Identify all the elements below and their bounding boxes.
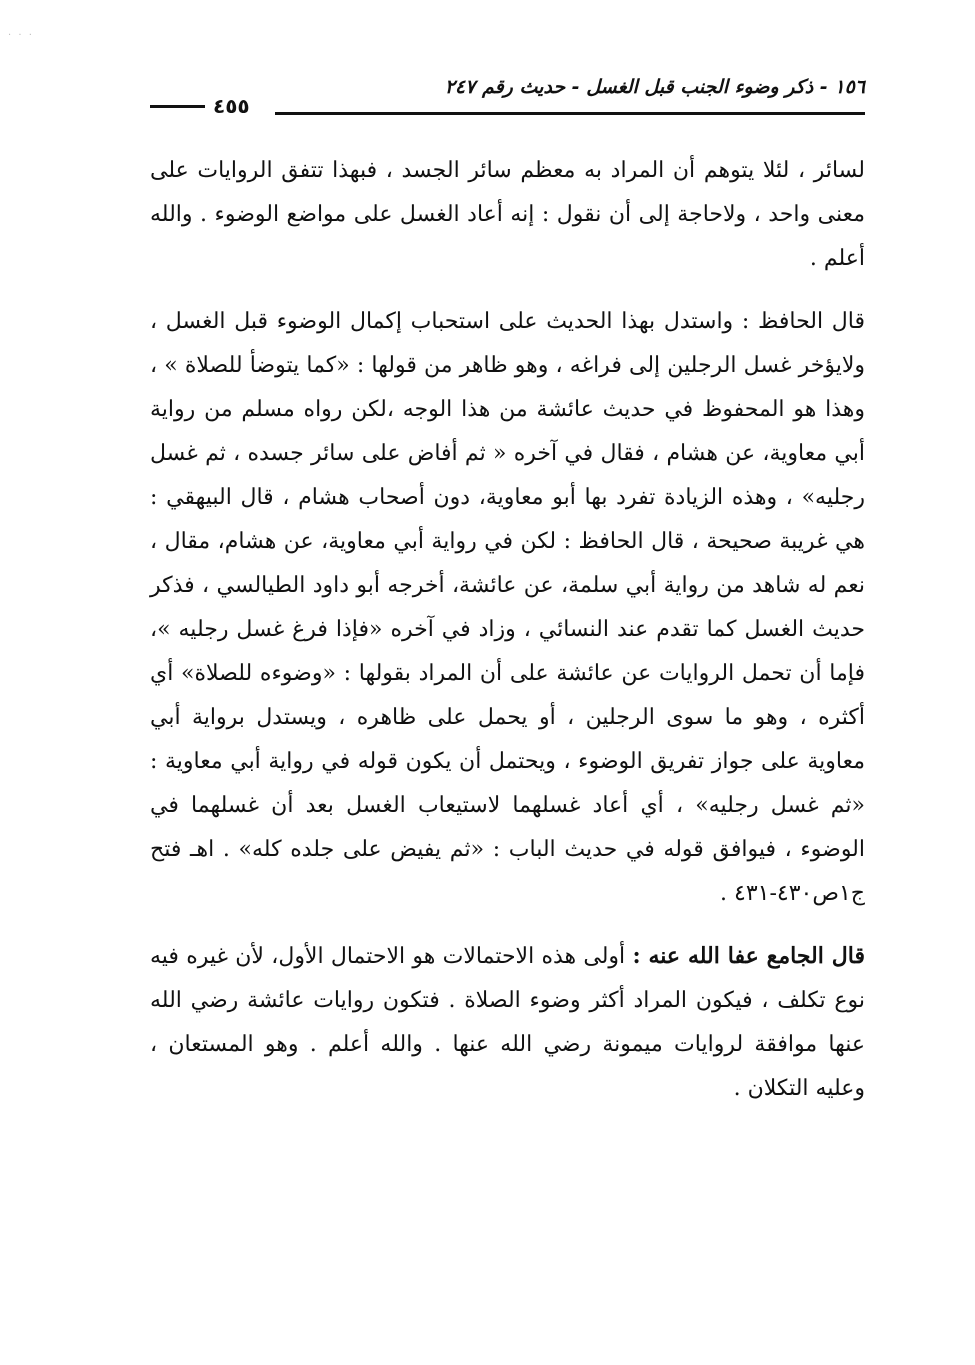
paragraph-3 <box>150 934 865 1111</box>
page-header <box>150 70 865 116</box>
paragraph-3-text: أولى هذه الاحتمالات هو الاحتمال الأول، لأن غيره فيه نوع تكلف ، فيكون المراد أكثر وضوء الصلاة . فتكون روايات عائشة رضي الله عنها موافقة لروايات ميمونة رضي الله عنها . والله أعلم . وهو المستعان ، وعليه التكلان . <box>150 944 865 1101</box>
paragraph-2-text: قال الحافظ : واستدل بهذا الحديث على استحباب إكمال الوضوء قبل الغسل ، ولايؤخر غسل الرجلين إلى فراغه ، وهو ظاهر من قولها : «كما يتوضأ للصلاة » ، وهذا هو المحفوظ في حديث عائشة من هذا الوجه ،لكن رواه مسلم من رواية أبي معاوية، عن هشام ، فقال في آخره « ثم أفاض على سائر جسده ، ثم غسل رجليه» ، وهذه الزيادة تفرد بها أبو معاوية، دون أصحاب هشام ، قال البيهقي : هي غريبة صحيحة ، قال الحافظ : لكن في رواية أبي معاوية، عن هشام، مقال ، نعم له شاهد من رواية أبي سلمة، عن عائشة، أخرجه أبو داود الطيالسي ، فذكر حديث الغسل كما تقدم عند النسائي ، وزاد في آخره «فإذا فرغ غسل رجليه »، فإما أن تحمل الروايات عن عائشة على أن المراد بقولها : «وضوءه للصلاة» أي أكثره ، وهو ما سوى الرجلين ، أو يحمل على ظاهره ، ويستدل برواية أبي معاوية على جواز تفريق الوضوء ، ويحتمل أن يكون قوله في رواية أبي معاوية : «ثم غسل رجليه» ، أي أعاد غسلهما لاستيعاب الغسل بعد أن غسلهما في الوضوء ، فيوافق قوله في حديث الباب : «ثم يفيض على جلده كله» . اهـ فتح ج١ص٤٣٠-٤٣١ . <box>150 309 865 906</box>
paragraph-2 <box>150 299 865 916</box>
page-number-dash <box>150 105 205 108</box>
header-rule <box>275 112 865 115</box>
paragraph-gap <box>150 916 865 934</box>
scan-artifact: · · · <box>8 30 34 41</box>
paragraph-1-text: لسائر ، لئلا يتوهم أن المراد به معظم سائر الجسد ، فبهذا تتفق الروايات على معنى واحد ، ولاحاجة إلى أن نقول : إنه أعاد الغسل على مواضع الوضوء . والله أعلم . <box>150 158 865 271</box>
paragraph-3-lead: قال الجامع عفا الله عنه : <box>632 943 865 969</box>
page-number: ٤٥٥ <box>213 94 250 118</box>
page-body <box>150 148 865 1111</box>
paragraph-gap <box>150 281 865 299</box>
running-header-title: ١٥٦ - ذكر وضوء الجنب قبل الغسل - حديث رقم ٢٤٧ <box>444 76 865 98</box>
page-number-container <box>150 94 256 118</box>
paragraph-1 <box>150 148 865 281</box>
